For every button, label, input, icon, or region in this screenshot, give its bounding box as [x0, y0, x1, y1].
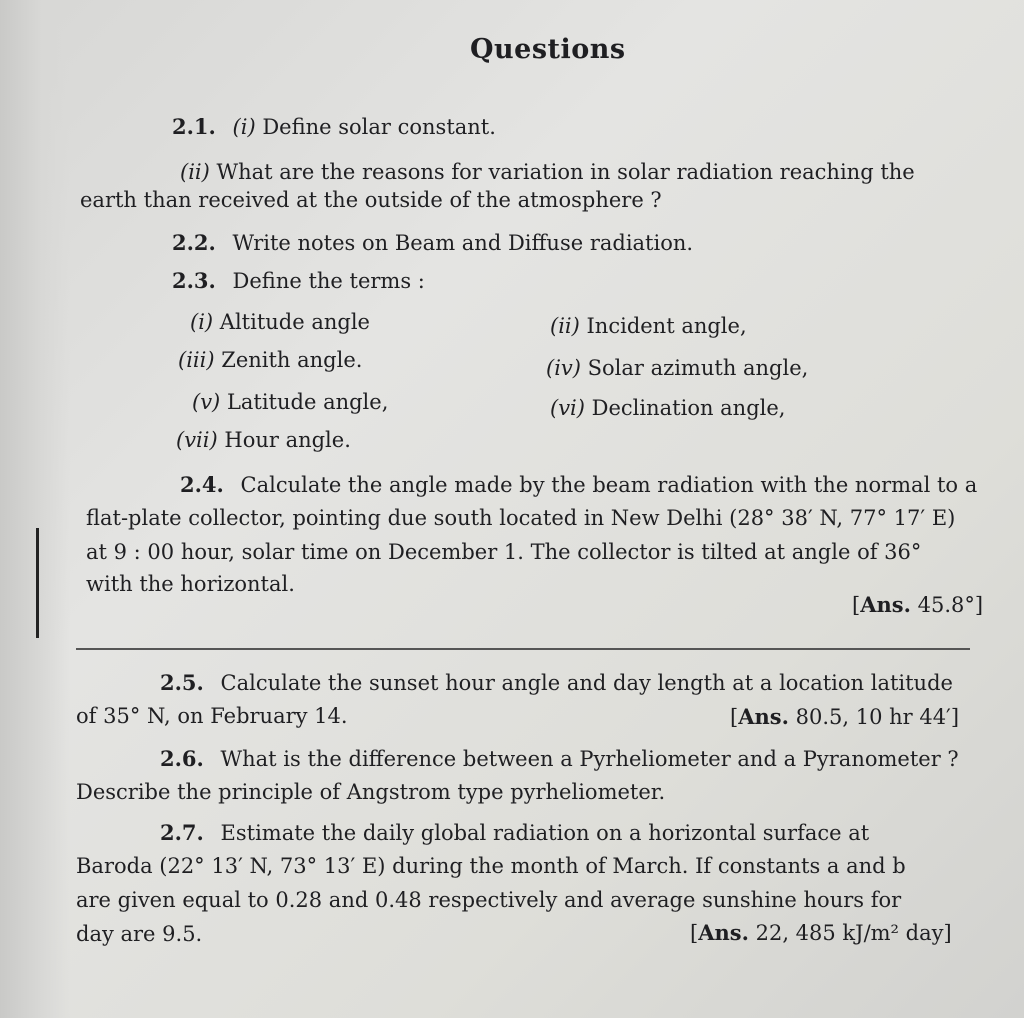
answer-label: Ans. [860, 592, 911, 617]
answer-2-7 [690, 920, 952, 945]
answer-2-4 [852, 592, 983, 617]
section-divider [76, 648, 970, 650]
question-2-5-line2 [76, 702, 348, 731]
question-text: Describe the principle of Angstrom type pyrheliometer. [76, 780, 666, 804]
term-item [192, 388, 388, 417]
question-2-1-ii [180, 158, 915, 187]
term-item [550, 394, 785, 423]
question-text: with the horizontal. [86, 572, 295, 596]
question-text: Estimate the daily global radiation on a horizontal surface at [220, 821, 870, 845]
page-title: Questions [470, 34, 626, 65]
answer-2-5 [730, 704, 959, 729]
question-text: Baroda (22° 13′ N, 73° 13′ E) during the month of March. If constants a and b [76, 854, 906, 878]
term-text: Declination angle, [591, 396, 786, 420]
answer-bracket: [ [730, 705, 739, 729]
question-2-1-i [172, 112, 496, 142]
term-text: Hour angle. [224, 428, 351, 452]
term-text: Solar azimuth angle, [587, 356, 809, 380]
term-mark: (v) [192, 390, 221, 414]
question-text: at 9 : 00 hour, solar time on December 1. The collector is tilted at angle of 36° [86, 540, 922, 564]
term-mark: (iii) [178, 348, 215, 372]
question-2-1-ii-cont [80, 186, 662, 215]
question-number: 2.2. [172, 230, 216, 255]
question-text: What are the reasons for variation in solar radiation reaching the [216, 160, 915, 184]
question-2-4-line2 [86, 504, 955, 533]
part-mark: (ii) [180, 160, 210, 184]
margin-bracket-mark [36, 528, 45, 638]
term-mark: (vii) [176, 428, 218, 452]
question-text: Calculate the angle made by the beam radiation with the normal to a [240, 473, 978, 497]
question-text: Calculate the sunset hour angle and day length at a location latitude [220, 671, 953, 695]
question-text: Write notes on Beam and Diffuse radiation. [232, 231, 694, 255]
question-2-4 [180, 470, 977, 500]
question-2-5 [160, 668, 953, 698]
question-2-4-line4 [86, 570, 295, 599]
term-text: Incident angle, [586, 314, 747, 338]
part-mark: (i) [232, 115, 256, 139]
term-item [178, 346, 362, 375]
term-text: Zenith angle. [221, 348, 363, 372]
question-text: Define solar constant. [262, 115, 496, 139]
page-edge-shadow [0, 0, 70, 1018]
question-text: What is the difference between a Pyrheliometer and a Pyranometer ? [220, 747, 959, 771]
term-text: Altitude angle [219, 310, 370, 334]
question-text: of 35° N, on February 14. [76, 704, 348, 728]
question-text: day are 9.5. [76, 922, 203, 946]
term-mark: (ii) [550, 314, 580, 338]
question-2-6-line2 [76, 778, 665, 807]
question-2-3 [172, 266, 425, 296]
question-2-7-line3 [76, 886, 901, 915]
answer-value: 80.5, 10 hr 44′] [795, 705, 960, 729]
term-text: Latitude angle, [226, 390, 389, 414]
term-mark: (vi) [550, 396, 585, 420]
question-2-6 [160, 744, 959, 774]
term-mark: (iv) [546, 356, 581, 380]
question-text: Define the terms : [232, 269, 425, 293]
question-number: 2.6. [160, 746, 204, 771]
term-item [550, 312, 747, 341]
question-number: 2.7. [160, 820, 204, 845]
answer-value: 22, 485 kJ/m² day] [755, 921, 952, 945]
question-number: 2.1. [172, 114, 216, 139]
answer-value: 45.8°] [917, 593, 984, 617]
answer-label: Ans. [698, 920, 749, 945]
question-number: 2.5. [160, 670, 204, 695]
question-2-7-line2 [76, 852, 906, 881]
question-text: are given equal to 0.28 and 0.48 respectively and average sunshine hours for [76, 888, 902, 912]
question-text: earth than received at the outside of the atmosphere ? [80, 188, 662, 212]
answer-bracket: [ [852, 593, 861, 617]
question-2-2 [172, 228, 693, 258]
question-number: 2.3. [172, 268, 216, 293]
answer-bracket: [ [690, 921, 699, 945]
term-item [190, 308, 370, 337]
question-number: 2.4. [180, 472, 224, 497]
question-text: flat-plate collector, pointing due south located in New Delhi (28° 38′ N, 77° 17′ E) [86, 506, 956, 530]
question-2-4-line3 [86, 538, 921, 567]
question-2-7 [160, 818, 869, 848]
term-item [546, 354, 808, 383]
term-item [176, 426, 351, 455]
question-2-7-line4 [76, 920, 202, 949]
term-mark: (i) [190, 310, 214, 334]
answer-label: Ans. [738, 704, 789, 729]
